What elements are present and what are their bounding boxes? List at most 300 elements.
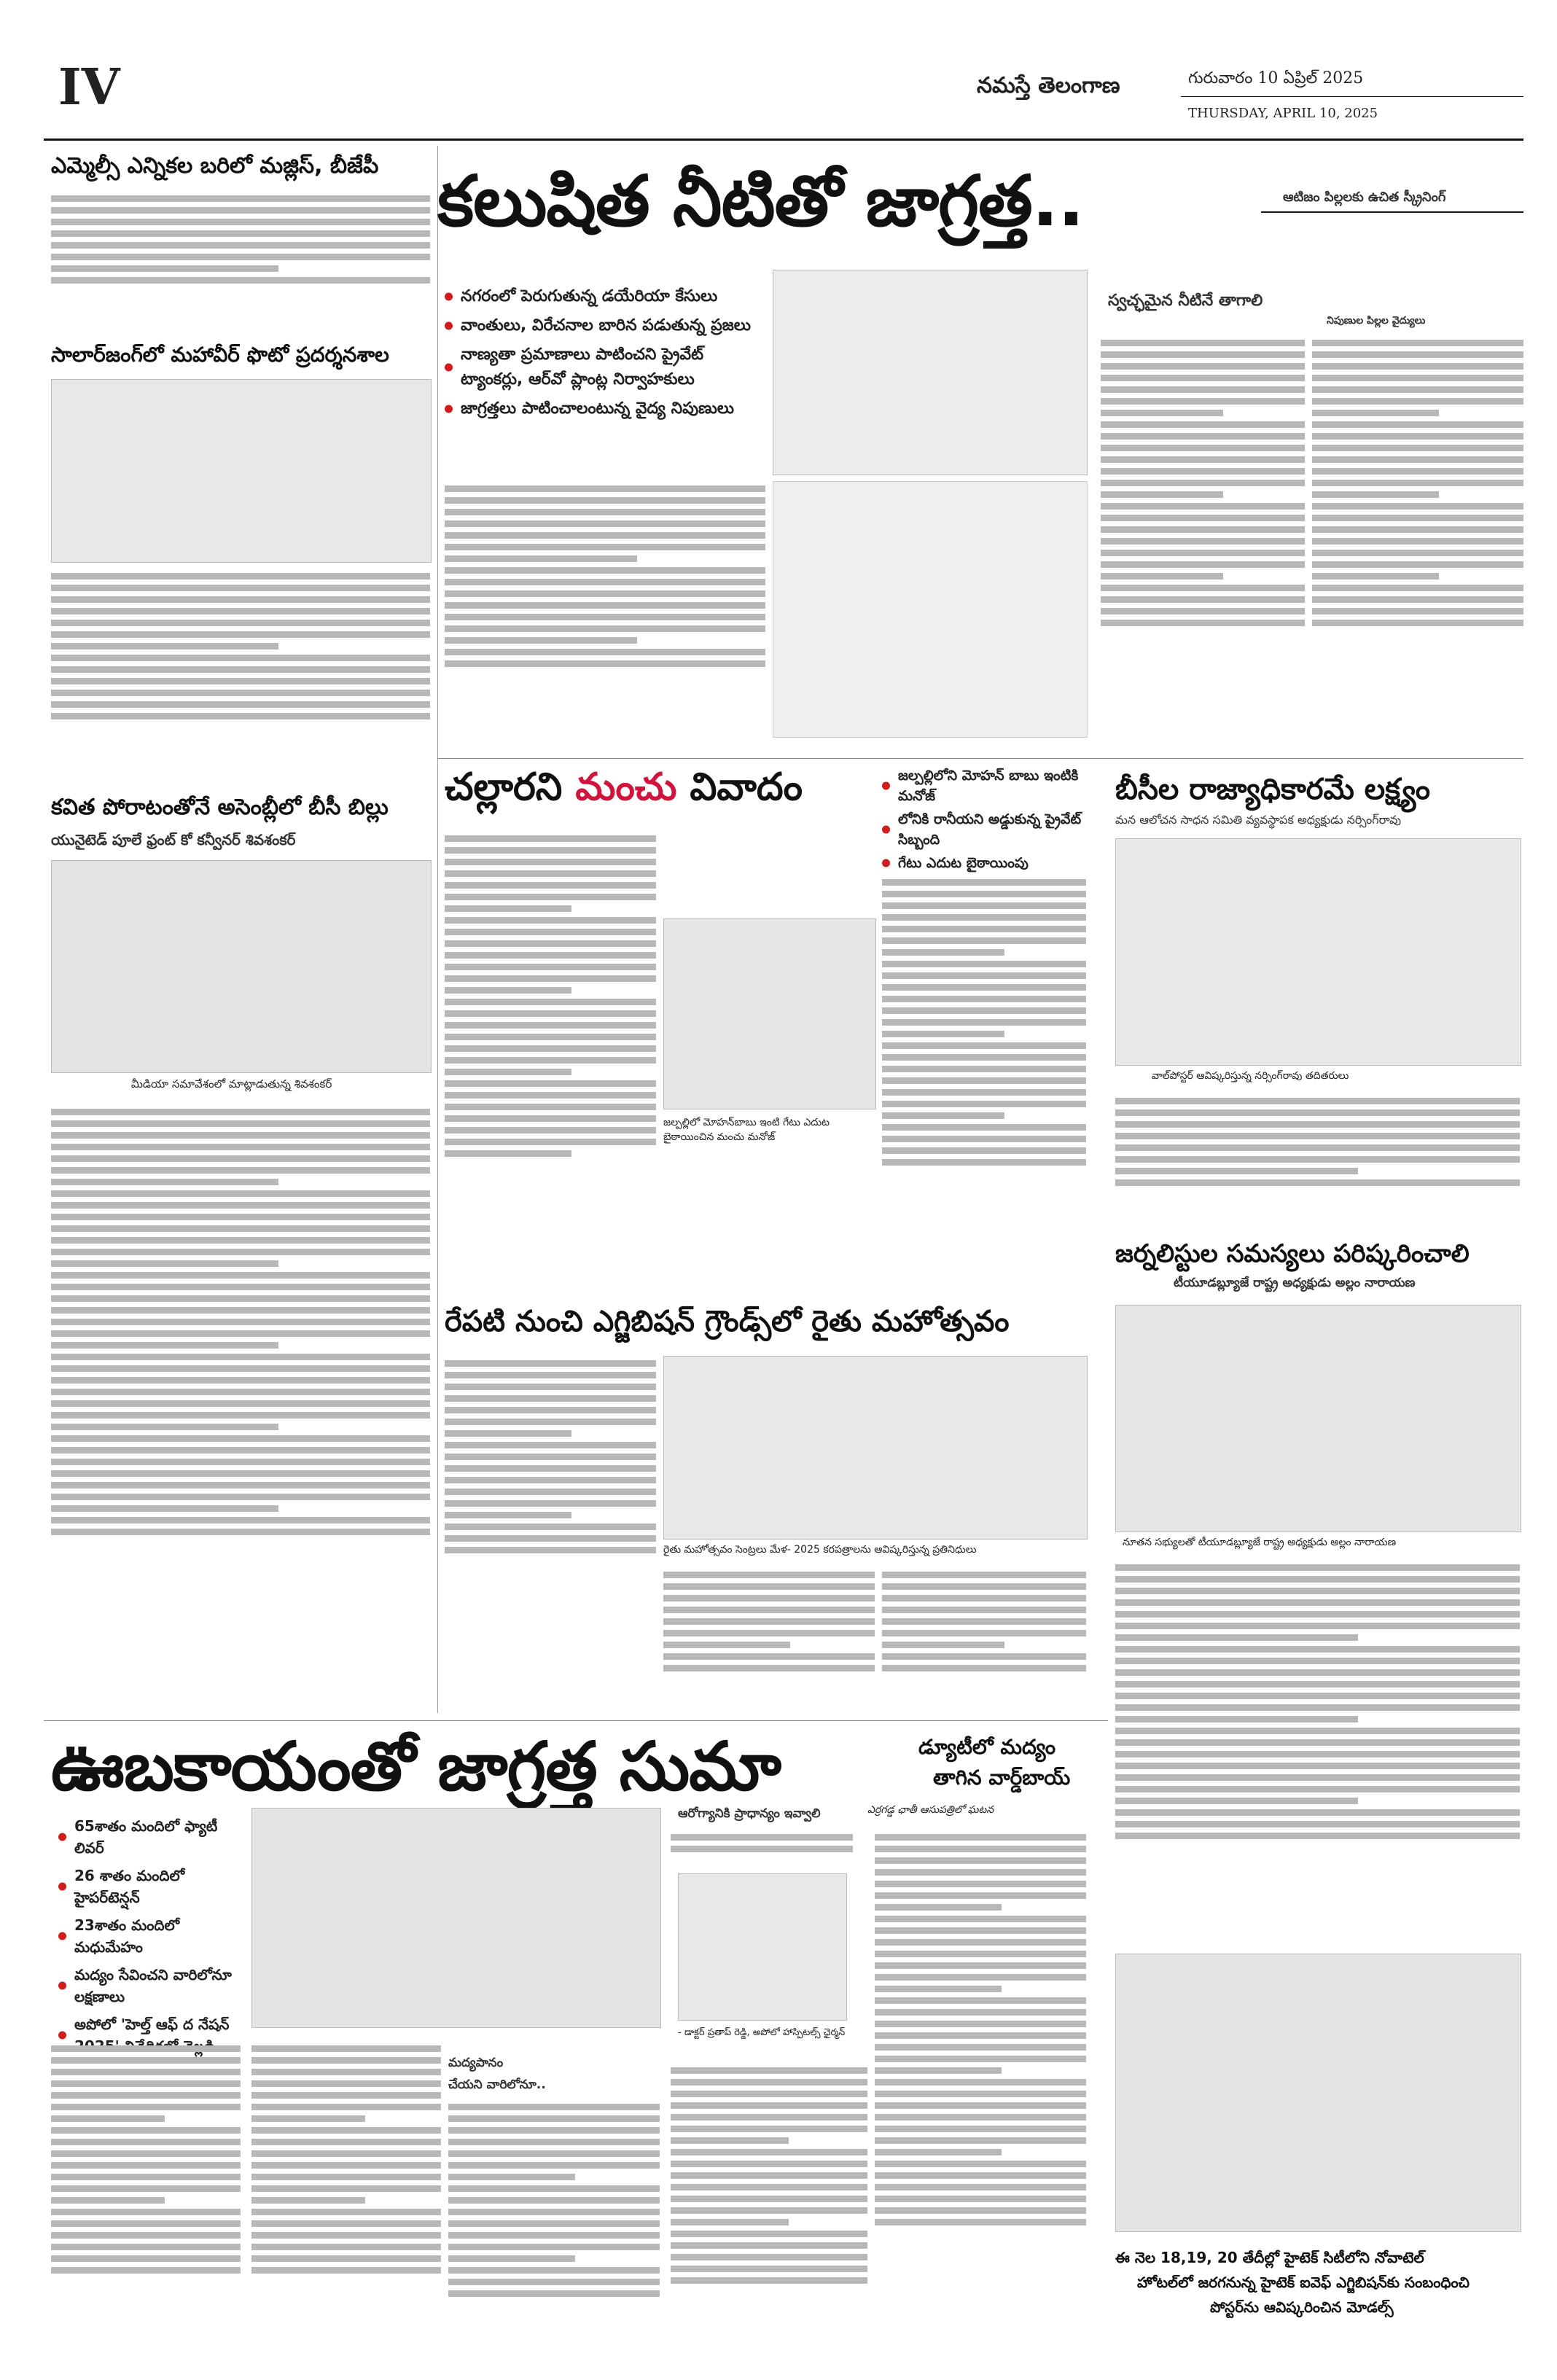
main-bullet: నగరంలో పెరుగుతున్న డయేరియా కేసులు [445,284,765,309]
text-line [51,2150,241,2157]
text-line [875,2207,1086,2214]
text-line [445,1104,656,1110]
text-line [445,579,765,585]
text-line [51,1342,278,1349]
journalists-photo [1115,1305,1521,1532]
text-line [875,2196,1086,2202]
text-line [51,1167,430,1174]
story3-photo [51,860,432,1073]
text-line [51,1109,430,1115]
obesity-bullets [58,1815,241,2057]
text-line [1101,410,1223,416]
text-line [251,2057,441,2064]
text-line [663,1572,875,1578]
text-line [445,1010,656,1017]
text-line [445,532,765,539]
text-line [882,1665,1086,1671]
text-line [445,1034,656,1040]
text-line [1312,398,1523,405]
text-line [445,894,656,900]
text-line [1115,1681,1520,1688]
text-line [445,1092,656,1099]
date-telugu: గురువారం 10 ఏప్రిల్ 2025 [1188,69,1364,87]
text-line [445,999,656,1005]
main-bullet: వాంతులు, విరేచనాల బారిన పడుతున్న ప్రజలు [445,313,765,338]
text-line [875,1939,1086,1946]
text-line [448,2139,660,2145]
text-line [445,649,765,655]
text-line [1101,445,1305,451]
text-line [251,2080,441,2087]
text-line [882,1077,1086,1084]
text-line [671,1834,853,1841]
text-line [51,1319,430,1325]
text-line [445,614,765,620]
text-line [1115,1168,1358,1174]
text-line [882,984,1086,991]
text-line [1101,421,1305,428]
text-line [1101,550,1305,556]
text-line [875,1881,1086,1887]
text-line [875,2009,1086,2016]
text-line [671,2079,867,2086]
text-line [445,1419,656,1425]
text-line [882,914,1086,921]
footer-line-1: ఈ నెల 18,19, 20 తేదీల్లో హైటెక్ సిటీలోని నోవాటెల్ [1115,2249,1424,2266]
main-body-col5 [1312,335,1523,744]
text-line [251,2174,441,2180]
journalists-headline: జర్నలిస్టుల సమస్యలు పరిష్కరించాలి [1115,1239,1470,1268]
text-line [51,1529,430,1535]
text-line [875,1892,1086,1899]
text-line [448,2104,660,2110]
obesity-bullet: 26 శాతం మందిలో హైపర్‌టెన్షన్ [58,1865,241,1908]
text-line [875,1986,1002,1992]
text-line [251,2139,441,2145]
text-line [875,2114,1086,2120]
text-line [51,1307,430,1314]
main-body-col4 [1101,335,1305,744]
text-line [445,637,637,644]
text-line [671,2102,867,2109]
masthead: నమస్తే తెలంగాణ [977,73,1120,98]
text-line [1115,1669,1520,1676]
text-line [51,1295,430,1302]
bc-caption: వాల్‌పోస్టర్ ఆవిష్కరిస్తున్న నర్సింగ్‌రావు తదితరులు [1152,1070,1349,1082]
story3-subtitle: యునైటెడ్ పూలే ఫ్రంట్ కో కన్వీనర్ శివశంకర్ [51,831,296,848]
manchu-headline-a: చల్లారని [445,765,576,809]
text-line [1115,1599,1520,1606]
main-photo [773,270,1088,475]
text-line [1115,1121,1520,1128]
text-line [1101,340,1305,346]
text-line [51,2174,241,2180]
text-line [671,2207,867,2214]
text-line [445,859,656,865]
text-line [875,2091,1086,2097]
text-line [1115,1576,1520,1583]
text-line [51,195,430,202]
farmer-headline: రేపటి నుంచి ఎగ్జిబిషన్ గ్రౌండ్స్‌లో రైతు మహోత్సవం [445,1305,1010,1338]
journalists-body [1115,1560,1520,1946]
text-line [875,2137,1086,2144]
text-line [882,972,1086,979]
text-line [445,1500,656,1507]
text-line [1101,538,1305,545]
text-line [445,1407,656,1413]
text-line [445,497,765,504]
text-line [671,2277,867,2284]
text-line [445,1360,656,1367]
text-line [51,713,430,719]
text-line [445,567,765,574]
text-line [51,219,430,225]
text-line [1312,620,1523,626]
text-line [251,2209,441,2215]
text-line [875,2161,1086,2167]
text-line [1101,608,1305,614]
text-line [51,2057,241,2064]
text-line [445,1512,571,1518]
text-line [875,1857,1086,1864]
text-line [875,2079,1086,2086]
page-number: IV [58,58,120,117]
text-line [445,1115,656,1122]
text-line [51,1284,430,1290]
obesity-body-4 [671,2063,867,2376]
text-line [671,2161,867,2167]
text-line [51,2092,241,2099]
manchu-bullet: జల్పల్లిలోని మోహన్ బాబు ఇంటికి మనోజ్ [882,765,1086,806]
text-line [51,265,278,272]
text-line [51,1424,278,1430]
text-line [882,1583,1086,1590]
journalists-sub: టీయూడబ్ల్యూజే రాష్ట్ర అధ్యక్షుడు అల్లం నారాయణ [1174,1276,1416,1290]
text-line [51,1132,430,1139]
text-line [445,1430,571,1437]
text-line [882,1089,1086,1096]
text-line [875,2149,1002,2155]
text-line [671,2196,867,2202]
text-line [445,602,765,609]
obesity-body-1 [51,2041,241,2376]
text-line [1101,573,1223,580]
text-line [448,2150,660,2157]
text-line [445,905,571,912]
text-line [1115,1646,1520,1653]
text-line [671,2067,867,2074]
obesity-bullet: 65శాతం మందిలో ఫ్యాటీ లివర్ [58,1815,241,1859]
text-line [1312,410,1439,416]
date-english: THURSDAY, APRIL 10, 2025 [1188,106,1378,121]
text-line [882,1572,1086,1578]
text-line [51,2139,241,2145]
footer-line-2: హోటల్‌లో జరగనున్న హైటెక్ ఐవెఫ్ ఎగ్జిబిషన్‌కు సంబంధించి [1137,2274,1470,2291]
text-line [671,2126,867,2132]
text-line [51,1260,278,1267]
text-line [51,1365,430,1372]
text-line [445,1535,656,1542]
main-bullet: నాణ్యతా ప్రమాణాలు పాటించని ప్రైవేట్ ట్యాంకర్లు, ఆర్‌వో ప్లాంట్ల నిర్వాహకులు [445,343,765,392]
text-line [1312,456,1523,463]
obesity-section-label: మద్యపానం [448,2056,504,2070]
manchu-body-1 [445,831,656,1283]
text-line [445,1454,656,1460]
quote-title: ఆరోగ్యానికి ప్రాధాన్యం ఇవ్వాలి [678,1806,821,1821]
text-line [51,678,430,684]
text-line [448,2232,660,2239]
section-rule [437,758,1523,759]
text-line [1115,1704,1520,1711]
text-line [51,2045,241,2052]
text-line [671,2242,867,2249]
text-line [251,2045,441,2052]
text-line [1312,538,1523,545]
manchu-caption: జల్పల్లిలో మోహన్‌బాబు ఇంటి గేటు ఎదుట బైఠాయించిన మంచు మనోజ్ [663,1117,830,1143]
obesity-body-2 [251,2041,441,2376]
text-line [1312,491,1439,498]
text-line [51,1237,430,1244]
text-line [1312,445,1523,451]
text-line [445,882,656,889]
text-line [882,996,1086,1002]
main-bullet: జాగ్రత్తలు పాటించాలంటున్న వైద్య నిపుణులు [445,397,765,421]
text-line [445,952,656,959]
column-divider [437,146,438,1713]
text-line [445,1150,571,1157]
text-line [51,620,430,626]
text-line [882,1066,1086,1072]
text-line [445,847,656,854]
text-line [1312,375,1523,381]
text-line [1115,1564,1520,1571]
story3-caption: మీడియా సమావేశంలో మాట్లాడుతున్న శివశంకర్ [131,1077,332,1090]
text-line [51,1435,430,1442]
text-line [51,2209,241,2215]
text-line [51,1155,430,1162]
text-line [445,1442,656,1448]
text-line [663,1618,875,1625]
farmer-body-1 [445,1356,656,1640]
text-line [51,2127,241,2134]
text-line [1312,561,1523,568]
text-line [445,964,656,970]
manchu-body-2 [882,875,1086,1283]
text-line [875,2067,1002,2074]
text-line [671,2184,867,2190]
text-line [875,1904,1002,1911]
text-line [875,2219,1086,2225]
text-line [51,2244,241,2250]
text-line [875,2102,1086,2109]
text-line [51,1470,430,1477]
text-line [671,2114,867,2120]
text-line [1115,1774,1520,1781]
quote-body [671,1830,853,1866]
journalists-caption: నూతన సభ్యులతో టీయూడబ్ల్యూజే రాష్ట్ర అధ్యక్షుడు అల్లం నారాయణ [1123,1537,1397,1548]
story3-title: కవిత పోరాటంతోనే అసెంబ్లీలో బీసీ బిల్లు [51,795,389,820]
text-line [671,2137,789,2144]
text-line [882,1124,1086,1131]
photo-exhibition-photo [51,379,432,563]
text-line [251,2069,441,2075]
text-line [448,2162,660,2169]
text-line [445,485,765,492]
text-line [671,2149,867,2155]
text-line [1101,561,1305,568]
main-subhead-1: స్వచ్ఛమైన నీటినే తాగాలి [1108,292,1263,310]
text-line [1312,421,1523,428]
text-line [445,975,656,982]
text-line [1115,1133,1520,1139]
text-line [1101,456,1305,463]
text-line [1312,515,1523,521]
text-line [1115,1588,1520,1594]
footer-line-3: పోస్టర్‌ను ఆవిష్కరించిన మోడల్స్ [1210,2298,1394,2316]
text-line [1115,1798,1358,1804]
text-line [882,961,1086,967]
text-line [1115,1098,1520,1104]
doctor-photo [678,1873,847,2021]
obesity-section-label-2: చేయని వారిలోనూ.. [448,2077,546,2092]
text-line [51,2069,241,2075]
text-line [875,1846,1086,1852]
text-line [882,1159,1086,1166]
text-line [448,2127,660,2134]
text-line [1101,433,1305,440]
text-line [51,1517,430,1523]
text-line [445,555,637,562]
story1-title: ఎమ్మెల్సీ ఎన్నికల బరిలో మజ్లిస్, బీజేపీ [51,153,379,179]
text-line [1115,1179,1520,1186]
text-line [51,1400,430,1407]
text-line [251,2267,441,2274]
text-line [671,2219,789,2225]
main-body-col1 [445,481,765,744]
text-line [882,902,1086,909]
text-line [1115,1623,1520,1629]
manchu-photo [663,918,876,1109]
text-line [1101,526,1305,533]
text-line [1101,480,1305,486]
text-line [51,1389,430,1395]
main-kicker: ఆటిజం పిల్లలకు ఉచిత స్క్రీనింగ్ [1283,190,1446,205]
text-line [1115,1833,1520,1839]
text-line [51,2115,165,2122]
text-line [51,2185,241,2192]
text-line [1312,585,1523,591]
text-line [51,1377,430,1384]
text-line [875,2172,1086,2179]
farmer-caption: రైతు మహోత్సవం సెంట్రలు మేళ- 2025 కరపత్రాలను ఆవిష్కరిస్తున్న ప్రతినిధులు [663,1544,977,1556]
bc-photo [1115,838,1521,1066]
text-line [882,1112,1004,1119]
text-line [448,2255,575,2262]
text-line [1115,1658,1520,1664]
text-line [448,2290,660,2297]
bc-headline: బీసీల రాజ్యాధికారమే లక్ష్యం [1115,773,1430,806]
text-line [1312,433,1523,440]
obesity-bullet: మద్యం సేవించని వారిలోనూ లక్షణాలు [58,1964,241,2008]
obesity-bullet: 23శాతం మందిలో మధుమేహం [58,1914,241,1958]
text-line [875,1974,1086,1981]
text-line [251,2150,441,2157]
text-line [445,1395,656,1402]
text-line [1312,608,1523,614]
text-line [251,2092,441,2099]
text-line [1312,596,1523,603]
text-line [51,2255,241,2262]
text-line [1101,363,1305,370]
section-rule-2 [44,1720,1108,1721]
text-line [51,1412,430,1419]
manchu-bullets [882,765,1086,873]
models-photo [1115,1954,1521,2232]
text-line [671,2266,867,2272]
text-line [51,1354,430,1360]
text-line [882,1042,1086,1049]
text-line [445,1384,656,1390]
text-line [882,1101,1086,1107]
text-line [251,2162,441,2169]
date-divider [1181,96,1523,97]
text-line [875,1997,1086,2004]
text-line [882,879,1086,886]
text-line [1115,1751,1520,1757]
text-line [882,1595,1086,1601]
text-line [448,2174,575,2180]
text-line [51,2162,241,2169]
text-line [663,1607,875,1613]
story1-body [51,191,430,322]
story3-body [51,1104,430,1709]
text-line [882,1607,1086,1613]
text-line [1115,1786,1520,1792]
text-line [882,937,1086,944]
text-line [663,1630,875,1636]
bc-body [1115,1093,1520,1232]
bc-sub: మన ఆలోచన సాధన సమితి వ్యవస్థాపక అధ్యక్షుడు నర్సింగ్‌రావు [1115,813,1402,827]
text-line [51,1330,430,1337]
text-line [875,2021,1086,2027]
text-line [882,926,1086,932]
text-line [882,891,1086,897]
text-line [445,1139,656,1145]
text-line [51,631,430,638]
text-line [251,2220,441,2227]
text-line [1101,585,1305,591]
text-line [445,1523,656,1530]
text-line [51,701,430,708]
text-line [51,1120,430,1127]
text-line [445,1489,656,1495]
manchu-headline-red: మంచు [575,765,677,809]
text-line [1115,1821,1520,1827]
text-line [1115,1739,1520,1746]
text-line [445,1080,656,1087]
text-line [448,2220,660,2227]
main-photo-2 [773,481,1088,738]
text-line [51,242,430,249]
drunk-sub: ఎర్రగడ్డ ఛాతీ ఆసుపత్రిలో ఘటన [867,1804,994,1816]
text-line [51,2080,241,2087]
text-line [445,987,571,994]
obesity-headline: ఊబకాయంతో జాగ్రత్త సుమా [51,1728,781,1806]
text-line [445,929,656,935]
text-line [448,2244,660,2250]
text-line [251,2127,441,2134]
text-line [671,2254,867,2260]
